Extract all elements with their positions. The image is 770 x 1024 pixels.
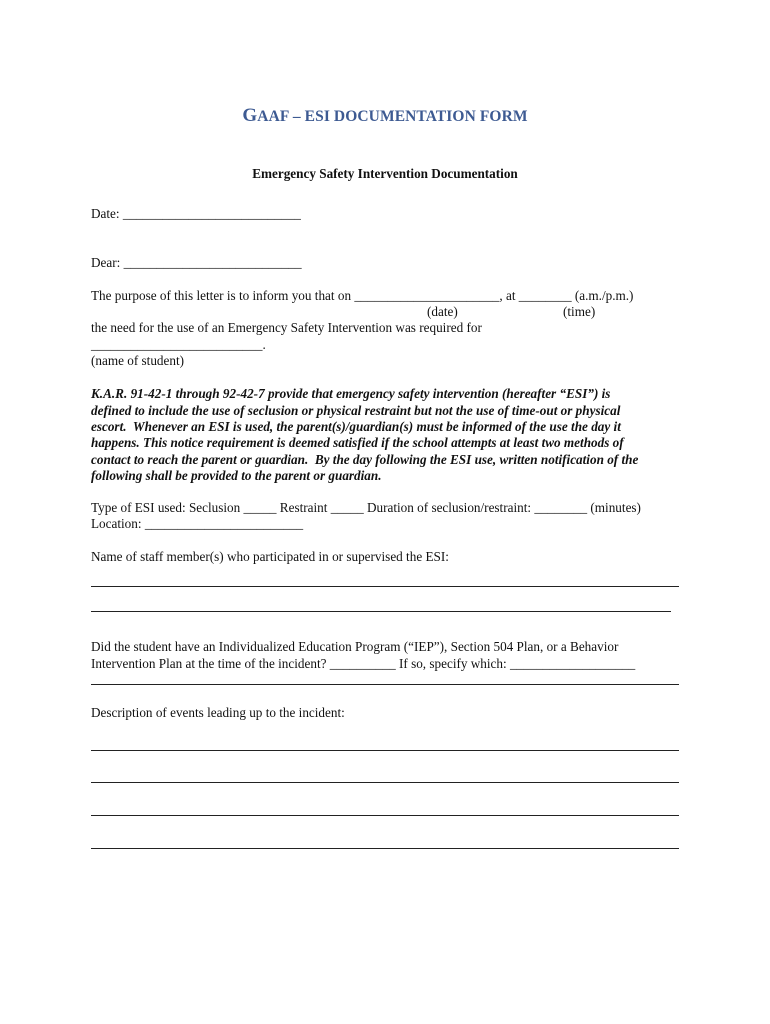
iep-question: Did the student have an Individualized Education Program (“IEP”), Section 504 Plan, or a Behavior xyxy=(91,639,619,654)
location-field[interactable]: Location: ________________________ xyxy=(91,516,304,531)
description-line[interactable] xyxy=(91,848,679,849)
staff-line[interactable] xyxy=(91,586,679,587)
student-name-caption: (name of student) xyxy=(91,353,185,368)
description-line[interactable] xyxy=(91,782,679,783)
date-caption: (date) xyxy=(427,304,458,319)
form-title xyxy=(0,105,770,127)
form-title-rest: AAF – ESI DOCUMENTATION FORM xyxy=(257,108,528,125)
description-line[interactable] xyxy=(91,815,679,816)
description-label: Description of events leading up to the incident: xyxy=(91,705,345,720)
purpose-line[interactable]: The purpose of this letter is to inform you that on ______________________, at ________ (a.m./p.m.) xyxy=(91,288,634,303)
date-field[interactable]: Date: ___________________________ xyxy=(91,206,301,221)
kar-line: escort. Whenever an ESI is used, the parent(s)/guardian(s) must be informed of the use the day it xyxy=(91,419,621,434)
kar-line: K.A.R. 91-42-1 through 92-42-7 provide that emergency safety intervention (hereafter “ESI”) is xyxy=(91,386,611,401)
iep-line[interactable] xyxy=(91,684,679,685)
form-subtitle: Emergency Safety Intervention Documentation xyxy=(252,166,518,181)
kar-line: contact to reach the parent or guardian. By the day following the ESI use, written notification of the xyxy=(91,452,639,467)
kar-line: following shall be provided to the parent or guardian. xyxy=(91,468,382,483)
student-name-field[interactable]: __________________________. xyxy=(91,337,266,352)
staff-label: Name of staff member(s) who participated in or supervised the ESI: xyxy=(91,549,449,564)
staff-line[interactable] xyxy=(91,611,671,612)
dear-field[interactable]: Dear: ___________________________ xyxy=(91,255,302,270)
form-title-initial: G xyxy=(242,105,258,126)
description-line[interactable] xyxy=(91,750,679,751)
kar-line: defined to include the use of seclusion or physical restraint but not the use of time-out or physical xyxy=(91,403,621,418)
kar-line: happens. This notice requirement is deemed satisfied if the school attempts at least two methods of xyxy=(91,435,624,450)
iep-answer-field[interactable]: Intervention Plan at the time of the incident? __________ If so, specify which: ___________________ xyxy=(91,656,636,671)
need-line: the need for the use of an Emergency Safety Intervention was required for xyxy=(91,320,482,335)
time-caption: (time) xyxy=(563,304,596,319)
esi-type-field[interactable]: Type of ESI used: Seclusion _____ Restraint _____ Duration of seclusion/restraint: ________ (minutes) xyxy=(91,500,641,515)
